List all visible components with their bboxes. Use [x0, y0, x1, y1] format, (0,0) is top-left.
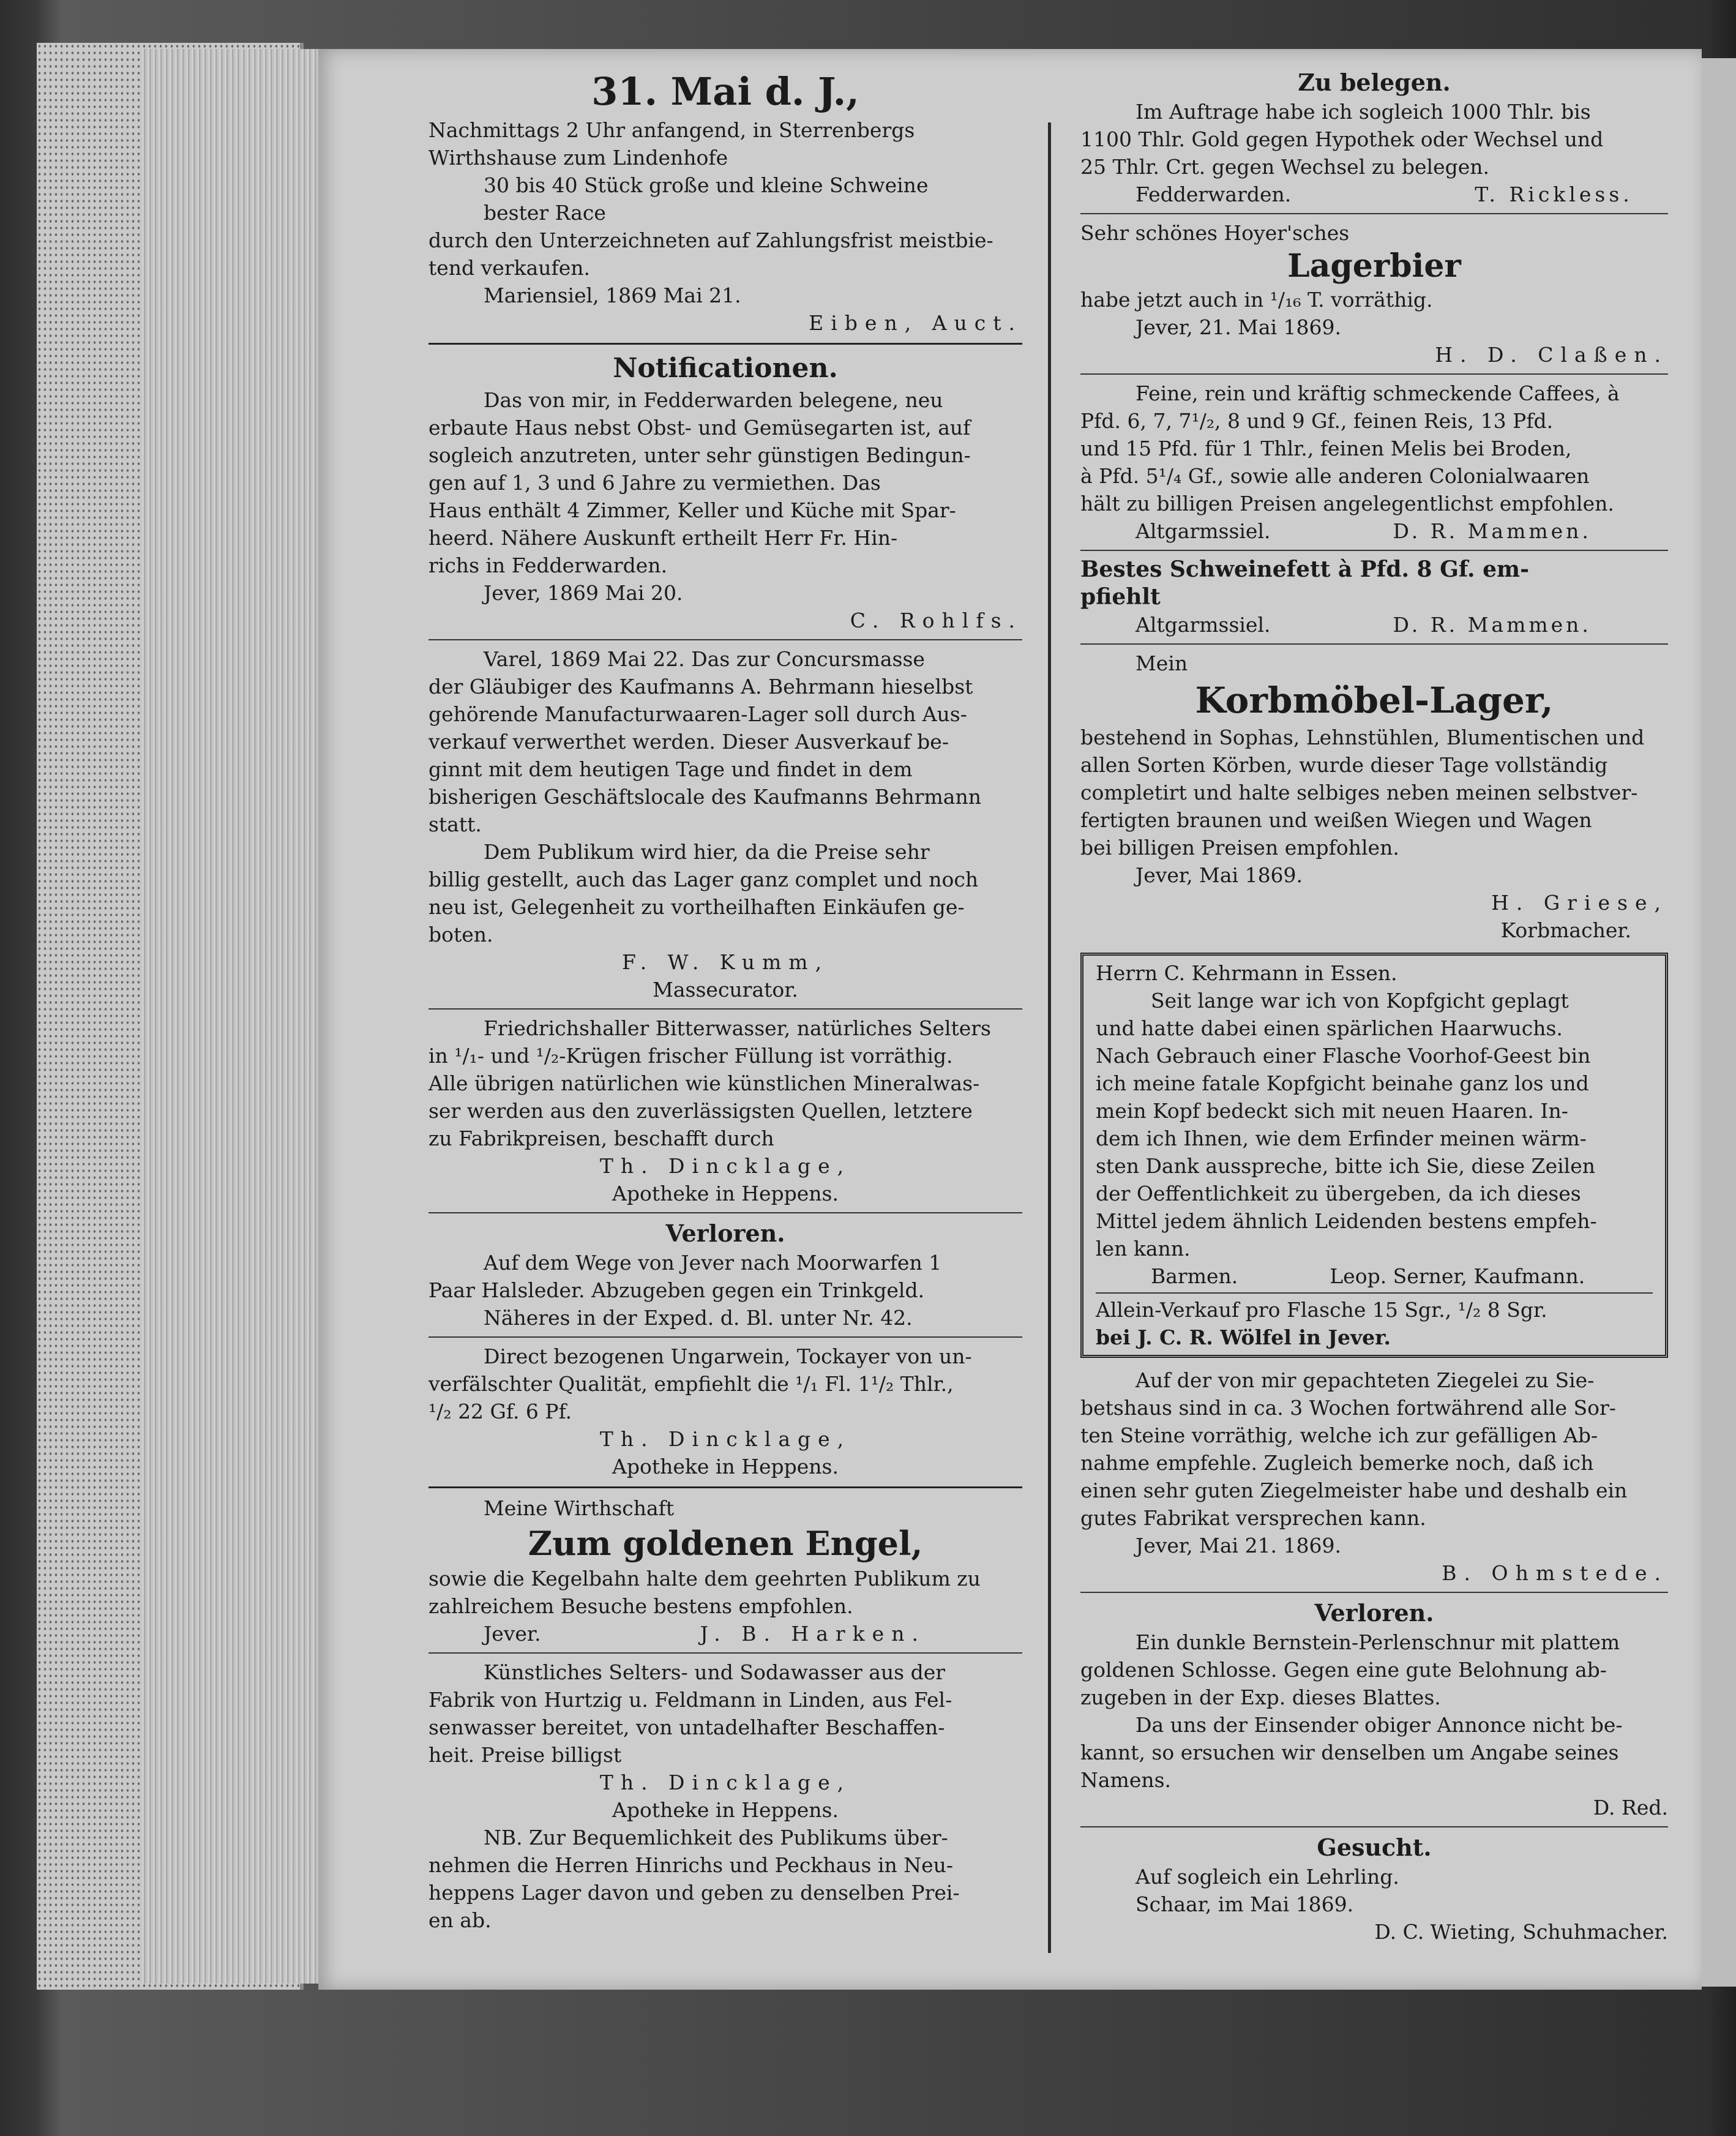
text-line: Mein	[1136, 651, 1188, 675]
text-line: zugeben in der Exp. dieses Blattes.	[1080, 1685, 1441, 1709]
text-line: NB. Zur Bequemlichkeit des Publikums über-	[484, 1826, 948, 1849]
text-line: Paar Halsleder. Abzugeben gegen ein Trinkgeld.	[428, 1278, 925, 1302]
text-line: betshaus sind in ca. 3 Wochen fortwährend alle Sor-	[1080, 1396, 1616, 1420]
text-line: gutes Fabrikat versprechen kann.	[1080, 1506, 1426, 1530]
signature-role: Korbmacher.	[1500, 918, 1631, 942]
text-line: en ab.	[428, 1908, 492, 1932]
place: Barmen.	[1151, 1264, 1238, 1288]
text-line: Das von mir, in Fedderwarden belegene, neu	[484, 388, 943, 412]
text-line: erbaute Haus nebst Obst- und Gemüsegarten ist, auf	[428, 416, 971, 440]
section-heading: Zu belegen.	[1298, 69, 1451, 96]
ad-title: Zum goldenen Engel,	[528, 1524, 923, 1563]
place: Altgarmssiel.	[1136, 519, 1271, 543]
section-rule	[1080, 1592, 1668, 1593]
box-rule	[1096, 1292, 1653, 1294]
text-line: Dem Publikum wird hier, da die Preise sehr	[484, 840, 930, 864]
place-signature-line	[1080, 611, 1668, 639]
text-line: Im Auftrage habe ich sogleich 1000 Thlr. bis	[1136, 100, 1591, 124]
text-line: len kann.	[1096, 1237, 1191, 1261]
text-line: sowie die Kegelbahn halte dem geehrten Publikum zu	[428, 1567, 981, 1591]
text-line: durch den Unterzeichneten auf Zahlungsfrist meistbie-	[428, 228, 993, 252]
text-line: mein Kopf bedeckt sich mit neuen Haaren. In-	[1096, 1099, 1568, 1123]
text-line: und hatte dabei einen spärlichen Haarwuchs.	[1096, 1016, 1563, 1040]
ungarwein-notice	[428, 1343, 1022, 1480]
section-rule	[428, 1008, 1022, 1010]
section-rule	[1080, 213, 1668, 214]
section-rule	[428, 1212, 1022, 1213]
text-line: Seit lange war ich von Kopfgicht geplagt	[1151, 989, 1569, 1013]
place: Altgarmssiel.	[1136, 613, 1271, 637]
signature-role: Apotheke in Heppens.	[612, 1455, 839, 1478]
text-line: ¹/₂ 22 Gf. 6 Pf.	[428, 1400, 572, 1423]
text-line: hält zu billigen Preisen angelegentlichst empfohlen.	[1080, 492, 1614, 515]
dateline: Mariensiel, 1869 Mai 21.	[484, 283, 741, 307]
varel-notice	[428, 645, 1022, 1003]
next-page-edge	[1702, 58, 1736, 1987]
section-heading: Verloren.	[665, 1220, 785, 1247]
column-divider	[1048, 122, 1051, 1953]
place-signature-line	[428, 1620, 1022, 1647]
text-line: Direct bezogenen Ungarwein, Tockayer von un-	[484, 1344, 972, 1368]
text-line: Ein dunkle Bernstein-Perlenschnur mit plattem	[1136, 1630, 1620, 1654]
signature: H. Griese,	[1491, 891, 1668, 915]
text-line: Schaar, im Mai 1869.	[1136, 1892, 1354, 1916]
text-line: statt.	[428, 812, 482, 836]
text-line: Meine Wirthschaft	[484, 1496, 675, 1520]
text-line: billig gestellt, auch das Lager ganz complet und noch	[428, 868, 979, 891]
text-line: Pfd. 6, 7, 7¹/₂, 8 und 9 Gf., feinen Reis, 13 Pfd.	[1080, 409, 1554, 433]
text-line: verkauf verwerthet werden. Dieser Ausverkauf be-	[428, 730, 949, 754]
text-line: completirt und halte selbiges neben meinen selbstver-	[1080, 781, 1638, 804]
text-line: ten Steine vorräthig, welche ich zur gefälligen Ab-	[1080, 1423, 1598, 1447]
place: Fedderwarden.	[1136, 182, 1292, 206]
text-line: sogleich anzutreten, unter sehr günstigen Bedingun-	[428, 443, 971, 467]
section-rule	[1080, 643, 1668, 645]
text-line: gehörende Manufacturwaaren-Lager soll durch Aus-	[428, 702, 967, 726]
text-line: einen sehr guten Ziegelmeister habe und deshalb ein	[1080, 1478, 1628, 1502]
left-column	[428, 67, 1022, 1934]
notifications-section	[428, 351, 1022, 634]
text-line: heit. Preise billigst	[428, 1743, 622, 1767]
text-line: der Gläubiger des Kaufmanns A. Behrmann hieselbst	[428, 675, 973, 699]
ad-title: Korbmöbel-Lager,	[1195, 680, 1554, 721]
text-line: Auf sogleich ein Lehrling.	[1136, 1865, 1399, 1889]
section-rule	[1080, 550, 1668, 551]
section-heading: Gesucht.	[1317, 1834, 1432, 1861]
section-rule	[428, 1486, 1022, 1488]
text-line: ser werden aus den zuverlässigsten Quellen, letztere	[428, 1099, 973, 1123]
text-line: sten Dank ausspreche, bitte ich Sie, diese Zeilen	[1096, 1154, 1595, 1178]
text-line: und 15 Pfd. für 1 Thlr., feinen Melis bei Broden,	[1080, 437, 1572, 460]
dateline: Jever, 1869 Mai 20.	[484, 581, 683, 605]
salutation: Herrn C. Kehrmann in Essen.	[1096, 961, 1397, 985]
text-line: Mittel jedem ähnlich Leidenden bestens empfeh-	[1096, 1209, 1597, 1233]
signature: D. R. Mammen.	[1393, 613, 1592, 637]
text-line: ich meine fatale Kopfgicht beinahe ganz los und	[1096, 1071, 1589, 1095]
text-line: heppens Lager davon und geben zu denselben Prei-	[428, 1881, 960, 1905]
friedrichshaller-notice	[428, 1014, 1022, 1207]
text-line: Wirthshause zum Lindenhofe	[428, 146, 728, 170]
text-line: 1100 Thlr. Gold gegen Hypothek oder Wechsel und	[1080, 127, 1604, 151]
lost-necklace-notice	[1080, 1598, 1668, 1821]
text-line: der Oeffentlichkeit zu übergeben, da ich dieses	[1096, 1182, 1581, 1205]
signature: B. Ohmstede.	[1442, 1561, 1668, 1585]
text-line: Sehr schönes Hoyer'sches	[1080, 221, 1350, 245]
text-line: Auf der von mir gepachteten Ziegelei zu Sie-	[1136, 1368, 1595, 1392]
text-line: Namens.	[1080, 1768, 1172, 1792]
text-line: Auf dem Wege von Jever nach Moorwarfen 1	[484, 1251, 942, 1275]
section-rule	[428, 639, 1022, 640]
dateline: Jever, Mai 1869.	[1136, 863, 1303, 887]
text-line: bisherigen Geschäftslocale des Kaufmanns Behrmann	[428, 785, 981, 809]
section-rule	[428, 1652, 1022, 1654]
text-line: nahme empfehle. Zugleich bemerke noch, daß ich	[1080, 1451, 1594, 1475]
text-line: gen auf 1, 3 und 6 Jahre zu vermiethen. Das	[428, 471, 881, 495]
basket-furniture-notice	[1080, 650, 1668, 944]
signature: Th. Dincklage,	[599, 1427, 851, 1451]
signature: D. Red.	[1593, 1796, 1668, 1819]
text-line: 30 bis 40 Stück große und kleine Schweine	[484, 173, 929, 197]
brickworks-notice	[1080, 1366, 1668, 1587]
ad-title: Lagerbier	[1287, 247, 1461, 285]
signature: D. C. Wieting, Schuhmacher.	[1374, 1920, 1668, 1944]
signature: F. W. Kumm,	[621, 950, 829, 974]
lost-notice	[428, 1218, 1022, 1332]
signature-role: Massecurator.	[653, 978, 798, 1002]
text-line: verfälschter Qualität, empfiehlt die ¹/₁ Fl. 1¹/₂ Thlr.,	[428, 1372, 954, 1396]
text-line: Varel, 1869 Mai 22. Das zur Concursmasse	[484, 647, 925, 671]
text-line: bestehend in Sophas, Lehnstühlen, Blumentischen und	[1080, 725, 1645, 749]
text-line: allen Sorten Körben, wurde dieser Tage vollständig	[1080, 753, 1608, 777]
text-line: Bestes Schweinefett à Pfd. 8 Gf. em-	[1080, 556, 1530, 582]
signature-role: Apotheke in Heppens.	[612, 1182, 839, 1205]
text-line: pfiehlt	[1080, 584, 1161, 610]
text-line: fertigten braunen und weißen Wiegen und Wagen	[1080, 808, 1592, 832]
text-line: dem ich Ihnen, wie dem Erfinder meinen wärm-	[1096, 1126, 1587, 1150]
signature: D. R. Mammen.	[1393, 519, 1592, 543]
section-rule	[428, 1336, 1022, 1338]
signature: C. Rohlfs.	[850, 609, 1022, 632]
text-line: Haus enthält 4 Zimmer, Keller und Küche mit Spar-	[428, 498, 956, 522]
text-line: in ¹/₁- und ¹/₂-Krügen frischer Füllung ist vorräthig.	[428, 1044, 953, 1068]
place-signature-line	[1080, 181, 1668, 208]
loan-notice	[1080, 67, 1668, 208]
signature: Leop. Serner, Kaufmann.	[1330, 1264, 1585, 1288]
testimonial-box	[1080, 953, 1668, 1358]
dateline: Jever, Mai 21. 1869.	[1136, 1534, 1342, 1557]
signature: H. D. Claßen.	[1435, 343, 1668, 367]
text-line: senwasser bereitet, von untadelhafter Beschaffen-	[428, 1715, 945, 1739]
text-line: zahlreichem Besuche bestens empfohlen.	[428, 1594, 853, 1618]
text-line: Allein-Verkauf pro Flasche 15 Sgr., ¹/₂ 8 Sgr.	[1096, 1298, 1547, 1322]
text-line: nehmen die Herren Hinrichs und Peckhaus in Neu-	[428, 1853, 954, 1877]
signature: Th. Dincklage,	[599, 1154, 851, 1178]
signature: J. B. Harken.	[700, 1622, 926, 1646]
section-heading: Notificationen.	[613, 353, 838, 384]
text-line: Feine, rein und kräftig schmeckende Caffees, à	[1136, 381, 1620, 405]
text-line: neu ist, Gelegenheit zu vortheilhaften Einkäufen ge-	[428, 895, 965, 919]
section-rule	[1080, 373, 1668, 375]
signature-role: Apotheke in Heppens.	[612, 1798, 839, 1822]
signature: Eiben, Auct.	[809, 311, 1022, 335]
signature: Th. Dincklage,	[599, 1771, 851, 1794]
text-line: Nachmittags 2 Uhr anfangend, in Sterrenbergs	[428, 118, 915, 142]
place: Jever.	[484, 1622, 541, 1646]
auction-notice	[428, 67, 1022, 337]
text-line: Nach Gebrauch einer Flasche Voorhof-Geest bin	[1096, 1044, 1591, 1068]
section-heading: Verloren.	[1314, 1599, 1434, 1627]
text-line: heerd. Nähere Auskunft ertheilt Herr Fr. Hin-	[428, 526, 898, 550]
text-line: bei billigen Preisen empfohlen.	[1080, 836, 1399, 860]
lard-notice	[1080, 556, 1668, 639]
text-line: ginnt mit dem heutigen Tage und findet in dem	[428, 757, 913, 781]
text-line: Alle übrigen natürlichen wie künstlichen Mineralwas-	[428, 1071, 980, 1095]
place-signature-line	[1080, 517, 1668, 545]
text-line: richs in Fedderwarden.	[428, 553, 668, 577]
text-line: bei J. C. R. Wölfel in Jever.	[1096, 1325, 1391, 1349]
text-line: 25 Thlr. Crt. gegen Wechsel zu belegen.	[1080, 155, 1490, 179]
wanted-notice	[1080, 1832, 1668, 1946]
text-line: Näheres in der Exped. d. Bl. unter Nr. 42.	[484, 1306, 913, 1330]
text-line: Da uns der Einsender obiger Annonce nicht be-	[1136, 1713, 1623, 1737]
dateline: Jever, 21. Mai 1869.	[1136, 315, 1342, 339]
selters-notice	[428, 1658, 1022, 1934]
text-line: Friedrichshaller Bitterwasser, natürliches Selters	[484, 1016, 991, 1040]
text-line: zu Fabrikpreisen, beschafft durch	[428, 1126, 774, 1150]
place-signature-line	[1096, 1262, 1653, 1290]
engel-notice	[428, 1494, 1022, 1647]
lagerbier-notice	[1080, 219, 1668, 369]
signature: T. Rickless.	[1475, 182, 1633, 206]
text-line: habe jetzt auch in ¹/₁₆ T. vorräthig.	[1080, 288, 1433, 312]
text-line: boten.	[428, 923, 493, 946]
text-line: kannt, so ersuchen wir denselben um Angabe seines	[1080, 1741, 1619, 1764]
section-rule	[428, 343, 1022, 345]
text-line: goldenen Schlosse. Gegen eine gute Belohnung ab-	[1080, 1658, 1607, 1682]
right-column	[1080, 67, 1668, 1946]
coffee-notice	[1080, 380, 1668, 545]
text-line: bester Race	[484, 201, 606, 225]
section-rule	[1080, 1826, 1668, 1827]
text-line: à Pfd. 5¹/₄ Gf., sowie alle anderen Colonialwaaren	[1080, 464, 1590, 488]
auction-date-title: 31. Mai d. J.,	[591, 69, 859, 114]
page-stack	[141, 49, 324, 1984]
text-line: tend verkaufen.	[428, 256, 591, 280]
text-line: Künstliches Selters- und Sodawasser aus der	[484, 1660, 946, 1684]
text-line: Fabrik von Hurtzig u. Feldmann in Linden, aus Fel-	[428, 1688, 952, 1712]
